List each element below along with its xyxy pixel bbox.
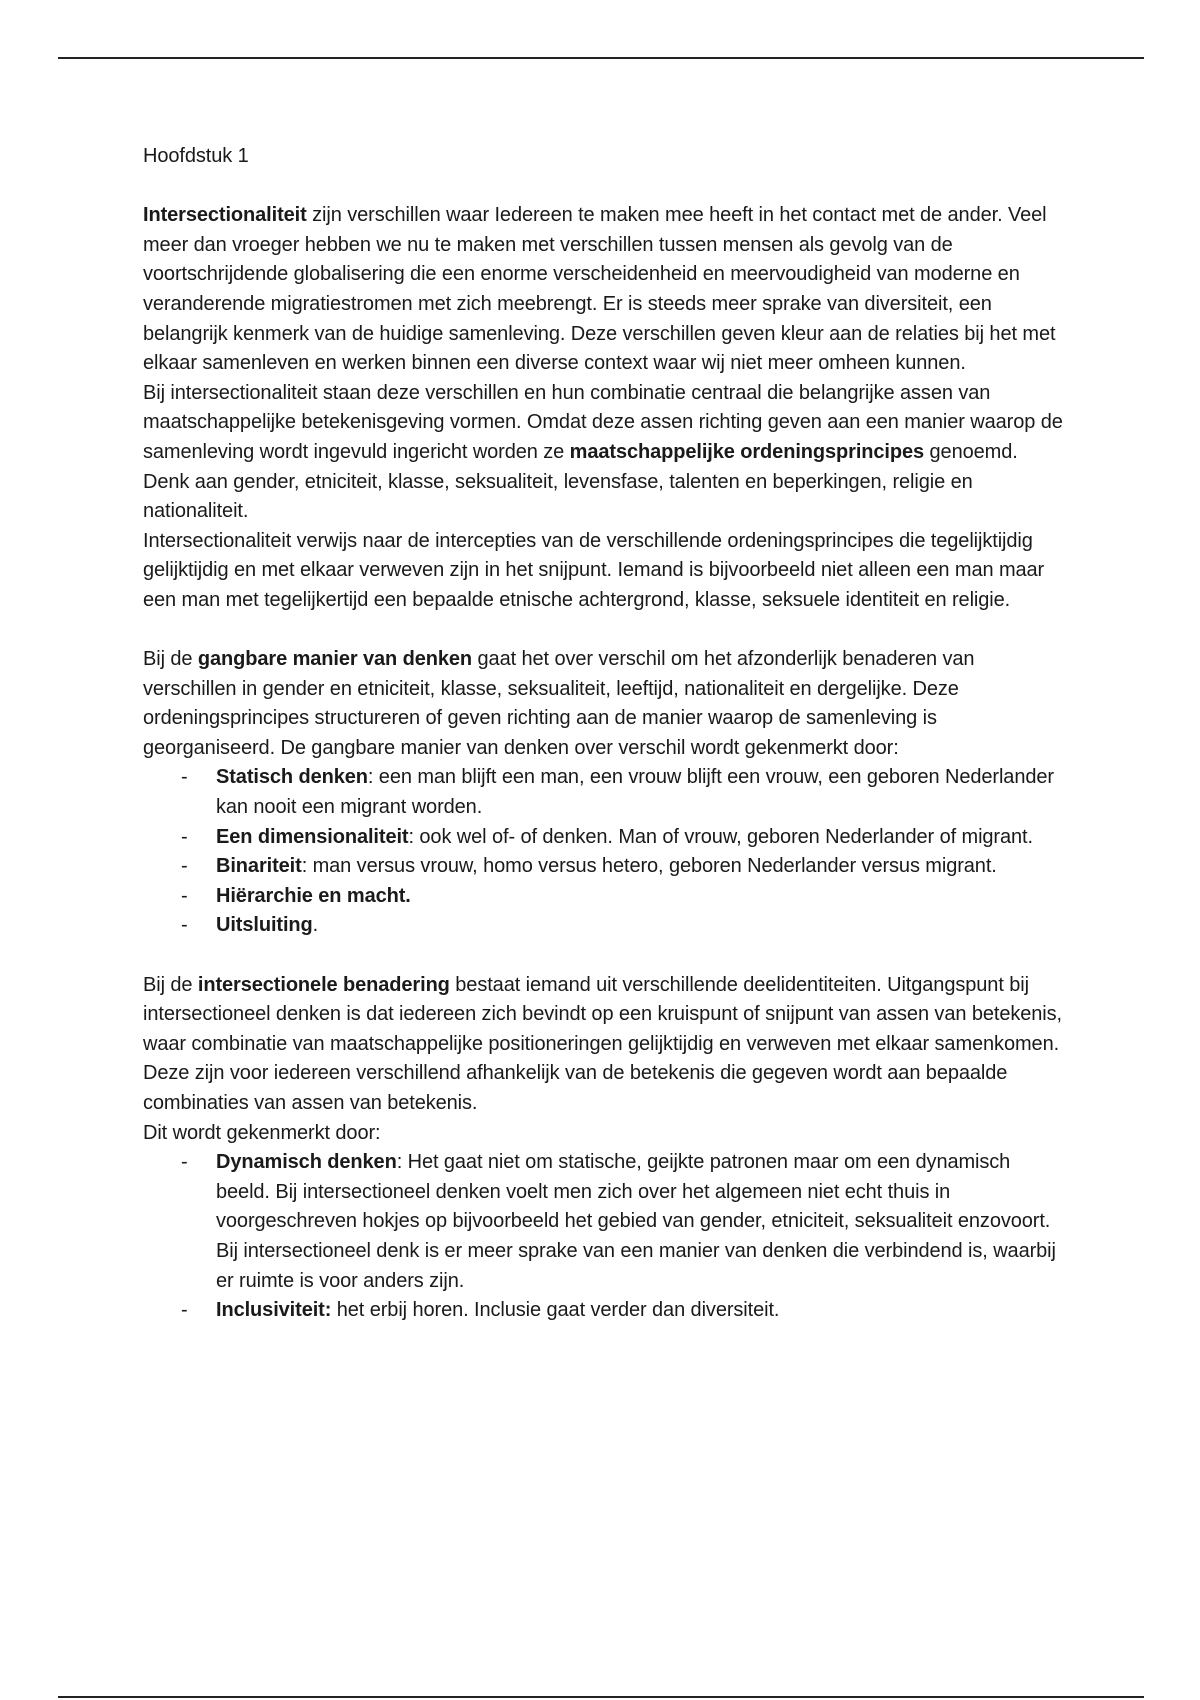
- paragraph-text: Bij de: [143, 973, 198, 996]
- list-gangbare-kenmerken: [143, 763, 1063, 941]
- paragraph-text: zijn verschillen waar Iedereen te maken mee heeft in het contact met de ander. Veel meer dan vroeger hebben we nu te maken met verschillen tussen mensen als gevolg van de voortschrijdende globalisering die een enorme verscheidenheid en meervoudigheid van moderne en veranderende migratiestromen met zich meebrengt. Er is steeds meer sprake van diversiteit, een belangrijk kenmerk van de huidige samenleving. Deze verschillen geven kleur aan de relaties bij het met elkaar samenleven en werken binnen een diverse context waar wij niet meer omheen kunnen.: [143, 204, 1056, 375]
- paragraph-text: bestaat iemand uit verschillende deelidentiteiten. Uitgangspunt bij intersectioneel denken is dat iedereen zich bevindt op een kruispunt of snijpunt van assen van betekenis, waar combinatie van maatschappelijke positioneringen gelijktijdig en verweven met elkaar samenkomen. Deze zijn voor iedereen verschillend afhankelijk van de betekenis die gegeven wordt aan bepaalde combinaties van assen van betekenis.: [143, 973, 1062, 1114]
- paragraph-intersectionaliteit: [143, 201, 1063, 379]
- paragraph-ordeningsprincipes: [143, 379, 1063, 527]
- list-item: [216, 1296, 1063, 1326]
- paragraph-gekenmerkt: Dit wordt gekenmerkt door:: [143, 1121, 381, 1144]
- list-item-text: : ook wel of- of denken. Man of vrouw, geboren Nederlander of migrant.: [408, 825, 1033, 848]
- term-intersectionele-benadering: intersectionele benadering: [197, 973, 450, 996]
- top-rule: [58, 57, 1144, 59]
- paragraph-text: Bij intersectionaliteit staan deze verschillen en hun combinatie centraal die belangrijke assen van maatschappelijke betekenisgeving vormen. Omdat deze assen richting geven aan een manier waarop de samenleving wordt ingevuld ingericht worden ze: [143, 381, 1063, 463]
- list-item: [216, 852, 1063, 882]
- list-item: [216, 763, 1063, 822]
- list-item-term: Een dimensionaliteit: [216, 825, 409, 848]
- term-gangbare-manier: gangbare manier van denken: [197, 648, 473, 671]
- term-intersectionaliteit: Intersectionaliteit: [143, 204, 307, 227]
- paragraph-intersectionele-benadering: [143, 971, 1063, 1119]
- list-item-text: : een man blijft een man, een vrouw blijft een vrouw, een geboren Nederlander kan nooit een migrant worden.: [216, 766, 1054, 819]
- paragraph-text: gaat het over verschil om het afzonderlijk benaderen van verschillen in gender en etniciteit, klasse, seksualiteit, leeftijd, nationaliteit en dergelijke. Deze ordeningsprincipes structureren of geven richting aan de manier waarop de samenleving is georganiseerd. De gangbare manier van denken over verschil wordt gekenmerkt door:: [143, 648, 975, 759]
- chapter-heading: Hoofdstuk 1: [143, 145, 249, 167]
- bottom-rule: [58, 1696, 1144, 1698]
- term-ordeningsprincipes: maatschappelijke ordeningsprincipes: [569, 440, 925, 463]
- paragraph-gangbare-manier: [143, 645, 1063, 763]
- paragraph-text: genoemd. Denk aan gender, etniciteit, klasse, seksualiteit, levensfase, talenten en beperkingen, religie en nationaliteit.: [143, 440, 1018, 523]
- list-item: [216, 882, 1063, 912]
- list-item-term: Hiërarchie en macht.: [216, 884, 411, 907]
- list-item-term: Dynamisch denken: [216, 1151, 397, 1174]
- list-item-text: .: [312, 914, 319, 937]
- paragraph-text: Bij de: [143, 648, 198, 671]
- document-body: [143, 142, 1063, 1326]
- list-intersectionele-kenmerken: [143, 1148, 1063, 1326]
- paragraph-intercepties: Intersectionaliteit verwijs naar de intercepties van de verschillende ordeningsprincipes die tegelijktijdig gelijktijdig en met elkaar verweven zijn in het snijpunt. Iemand is bijvoorbeeld niet alleen een man maar een man met tegelijkertijd een bepaalde etnische achtergrond, klasse, seksuele identiteit en religie.: [143, 529, 1045, 611]
- list-item-term: Binariteit: [216, 855, 302, 878]
- list-item-term: Uitsluiting: [216, 914, 313, 937]
- list-item-text: : man versus vrouw, homo versus hetero, geboren Nederlander versus migrant.: [301, 855, 997, 878]
- list-item: [216, 823, 1063, 853]
- list-item-text: : Het gaat niet om statische, geijkte patronen maar om een dynamisch beeld. Bij intersectioneel denken voelt men zich over het algemeen niet echt thuis in voorgeschreven hokjes op bijvoorbeeld het gebied van gender, etniciteit, seksualiteit enzovoort. Bij intersectioneel denk is er meer sprake van een manier van denken die verbindend is, waarbij er ruimte is voor anders zijn.: [216, 1151, 1056, 1292]
- list-item: [216, 1148, 1063, 1296]
- list-item-term: Statisch denken: [216, 766, 368, 789]
- list-item: [216, 911, 1063, 941]
- list-item-term: Inclusiviteit:: [216, 1299, 332, 1322]
- list-item-text: het erbij horen. Inclusie gaat verder dan diversiteit.: [331, 1299, 780, 1322]
